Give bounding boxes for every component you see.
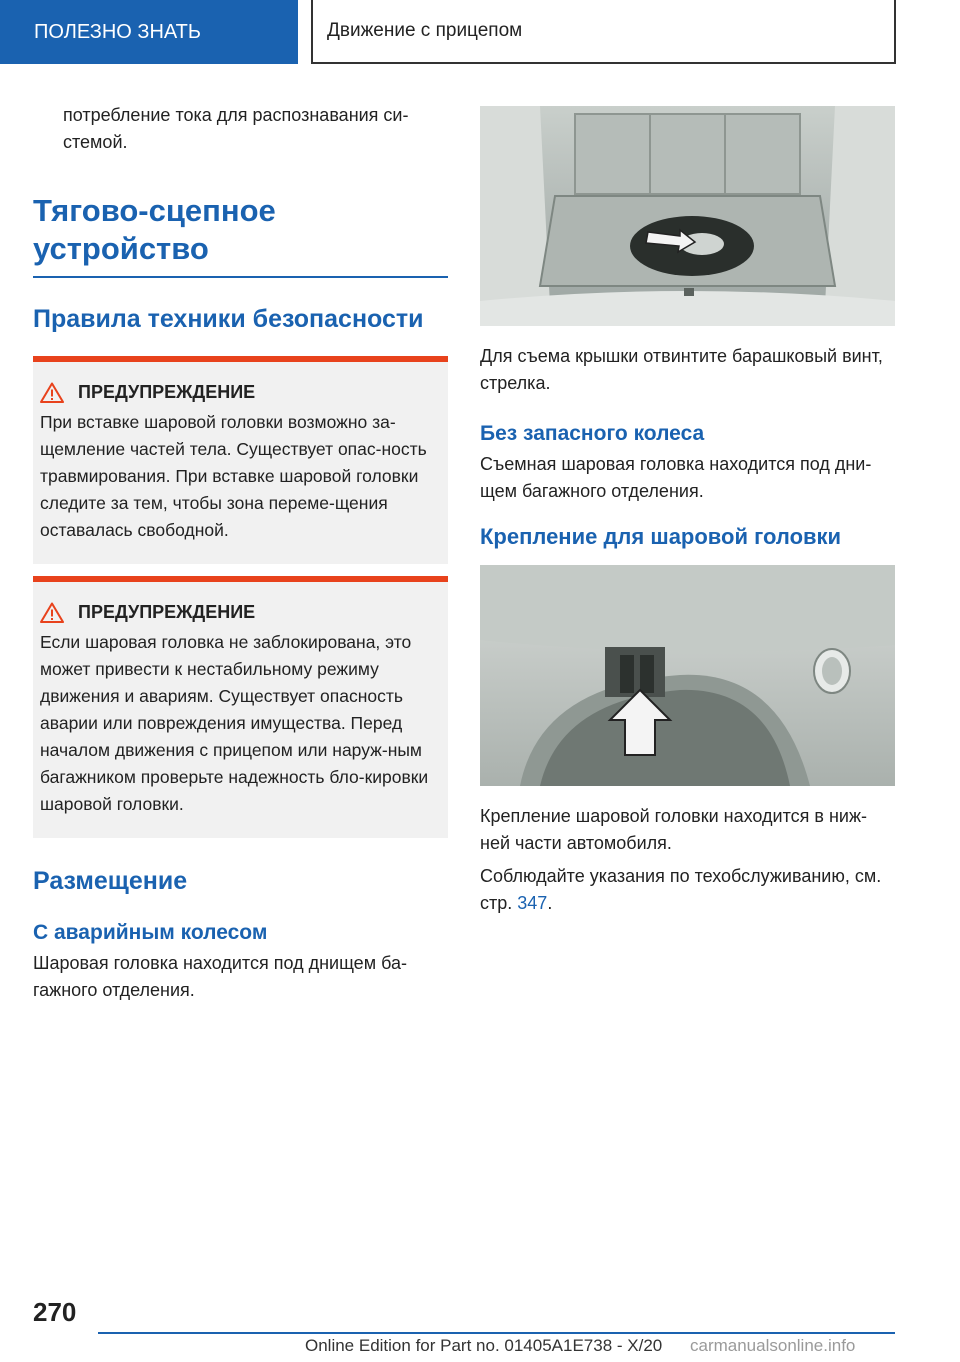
- safety-heading: Правила техники безопасности: [33, 305, 424, 333]
- service-note-end: .: [547, 893, 553, 913]
- warning-triangle-icon: [40, 602, 64, 623]
- intro-text: потребление тока для распознавания си-стемой.: [63, 105, 409, 152]
- footer-divider: [98, 1332, 895, 1334]
- warning-text-1: При вставке шаровой головки возможно за-щемление частей тела. Существует опас-ность травмирования. При вставке шаровой головки следите за тем, чтобы зона переме-щения оставалась свободной.: [40, 412, 427, 540]
- no-spare-heading: Без запасного колеса: [480, 422, 705, 445]
- footer-watermark: carmanualsonline.info: [690, 1336, 856, 1355]
- warning-title-2: [40, 602, 440, 623]
- service-note: [480, 863, 895, 917]
- mount-location-text: Крепление шаровой головки находится в ниж-ней части автомобиля.: [480, 806, 867, 853]
- header-section-tab[interactable]: [0, 0, 298, 64]
- header-section-label: ПОЛЕЗНО ЗНАТЬ: [34, 20, 202, 43]
- service-note-text: Соблюдайте указания по техобслуживанию, см. стр.: [480, 866, 882, 913]
- left-column: [33, 100, 448, 1004]
- ball-head-mount-image: [480, 565, 895, 791]
- no-spare-text: Съемная шаровая головка находится под дни-щем багажного отделения.: [480, 454, 872, 501]
- placement-heading: Размещение: [33, 867, 188, 895]
- mount-heading: Крепление для шаровой головки: [480, 524, 842, 549]
- page-title: Тягово-сцепное устройство: [33, 192, 448, 278]
- header-chapter-tab[interactable]: [311, 0, 896, 64]
- warning-box-1: [33, 356, 448, 564]
- page-number: 270: [33, 1297, 77, 1327]
- warning-text-2: Если шаровая головка не заблокирована, это может привести к нестабильному режиму движения и авариям. Существует опасность аварии или повреждения имущества. Перед началом движения с прицепом или наруж-ным багажником проверьте надежность бло-кировки шаровой головки.: [40, 632, 429, 814]
- spare-wheel-heading: С аварийным колесом: [33, 921, 268, 944]
- page-reference-link[interactable]: 347: [517, 893, 548, 913]
- spare-wheel-text: Шаровая головка находится под днищем ба-гажного отделения.: [33, 953, 407, 1000]
- warning-title-1: [40, 382, 440, 403]
- right-column: [480, 106, 895, 917]
- warning-label-1: ПРЕДУПРЕЖДЕНИЕ: [78, 382, 256, 402]
- warning-label-2: ПРЕДУПРЕЖДЕНИЕ: [78, 602, 256, 622]
- footer-edition: Online Edition for Part no. 01405A1E738 - X/20: [305, 1336, 663, 1355]
- warning-triangle-icon: [40, 382, 64, 403]
- warning-box-2: [33, 576, 448, 838]
- trunk-floor-image: [480, 106, 895, 331]
- header-chapter-label: Движение с прицепом: [327, 20, 523, 41]
- cover-removal-text: Для съема крышки отвинтите барашковый винт, стрелка.: [480, 346, 883, 393]
